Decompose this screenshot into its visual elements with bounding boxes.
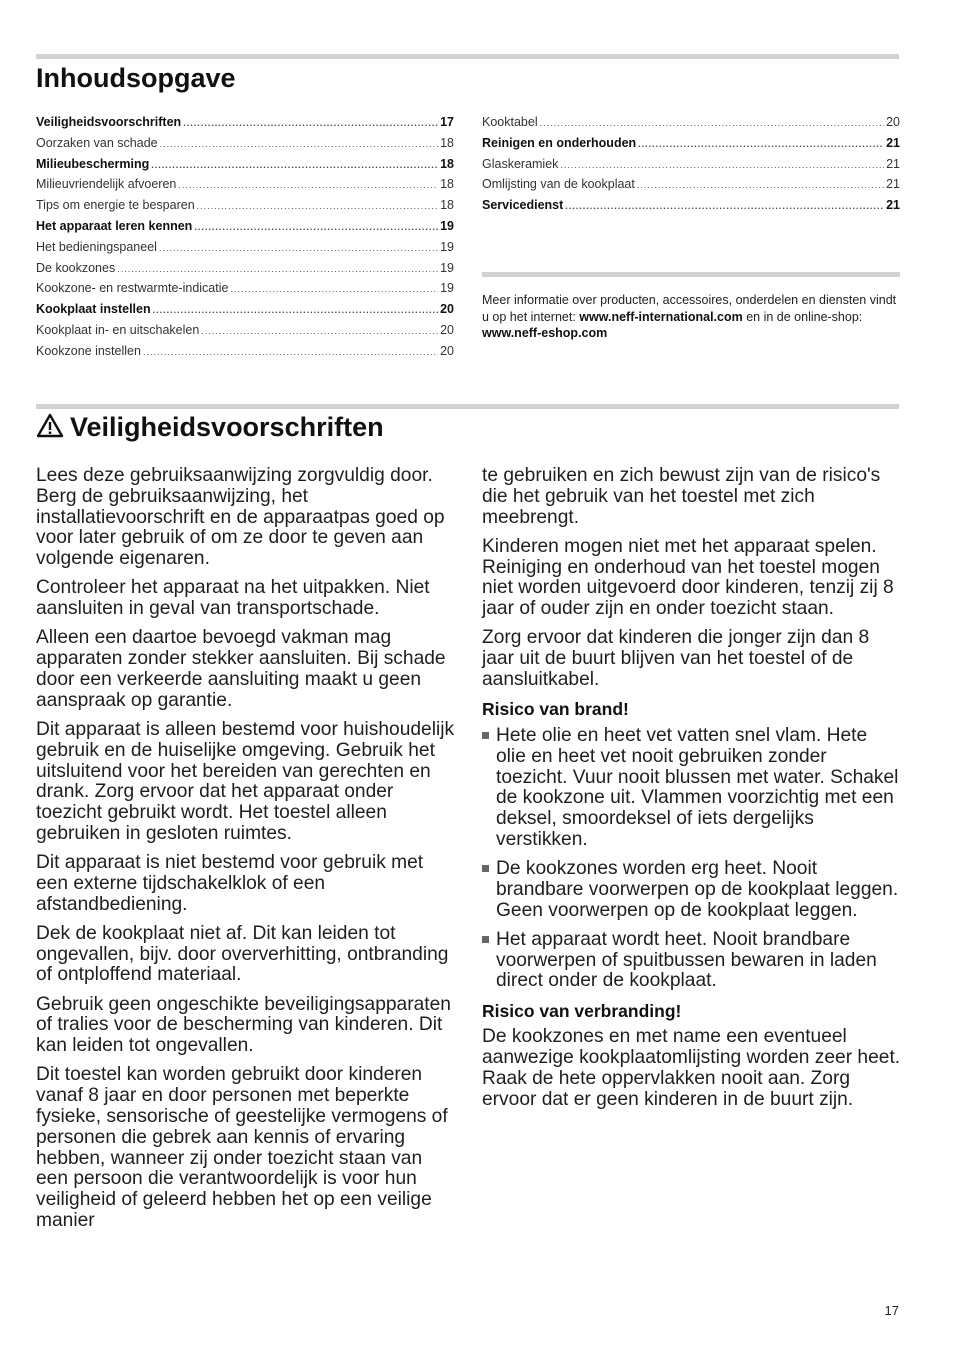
bullet-square-icon bbox=[482, 732, 489, 739]
safety-paragraph: Zorg ervoor dat kinderen die jonger zijn dan 8 jaar uit de buurt blijven van het toestel of de aansluitkabel. bbox=[482, 627, 870, 690]
toc-leader-dots bbox=[117, 264, 438, 274]
toc-leader-dots bbox=[230, 284, 438, 294]
toc-entry-label: Oorzaken van schade bbox=[36, 135, 158, 150]
toc-entry-page: 18 bbox=[440, 156, 454, 171]
toc-entry[interactable] bbox=[36, 198, 454, 219]
toc-leader-dots bbox=[637, 180, 884, 190]
safety-paragraph: Gebruik geen ongeschikte beveiligingsapparaten of tralies voor de bescherming van kinderen. Dit kan leiden tot ongevallen. bbox=[36, 993, 451, 1057]
toc-entry-page: 19 bbox=[440, 239, 454, 254]
toc-entry-label: Milieuvriendelijk afvoeren bbox=[36, 177, 177, 192]
toc-entry-page: 19 bbox=[440, 218, 454, 233]
toc-entry-label: Omlijsting van de kookplaat bbox=[482, 177, 635, 192]
toc-entry[interactable] bbox=[36, 157, 454, 178]
toc-entry-label: Het bedieningspaneel bbox=[36, 239, 157, 254]
toc-entry[interactable] bbox=[36, 323, 454, 344]
website-link[interactable]: www.neff-international.com bbox=[579, 309, 743, 324]
toc-entry-page: 21 bbox=[886, 177, 900, 192]
toc-entry-page: 17 bbox=[440, 115, 454, 129]
toc-leader-dots bbox=[151, 160, 438, 170]
toc-entry-label: Kooktabel bbox=[482, 115, 538, 129]
toc-entry-label: Servicedienst bbox=[482, 198, 564, 213]
bullet-square-icon bbox=[482, 936, 489, 943]
toc-entry[interactable] bbox=[36, 177, 454, 198]
toc-entry-label: Veiligheidsvoorschriften bbox=[36, 115, 182, 129]
toc-leader-dots bbox=[540, 118, 884, 128]
toc-entry-page: 18 bbox=[440, 198, 454, 213]
toc-entry-page: 21 bbox=[886, 198, 900, 213]
toc-entry-label: De kookzones bbox=[36, 260, 116, 275]
toc-entry[interactable] bbox=[36, 219, 454, 240]
toc-entry-label: Het apparaat leren kennen bbox=[36, 218, 193, 233]
fire-bullet-text: Hete olie en heet vet vatten snel vlam. Hete olie en heet vet nooit gebruiken zonder toezicht. Vuur nooit blussen met water. Schakel de kookzone uit. Vlammen voorzichtig met een deksel, smoordeksel of iets dergelijks verstikken. bbox=[496, 724, 899, 850]
toc-entry[interactable] bbox=[36, 302, 454, 323]
safety-title bbox=[36, 412, 384, 443]
toc-entry-page: 20 bbox=[440, 302, 454, 317]
toc-entry[interactable] bbox=[482, 157, 900, 178]
toc-entry[interactable] bbox=[36, 240, 454, 261]
toc-entry-label: Kookplaat in- en uitschakelen bbox=[36, 322, 200, 337]
toc-leader-dots bbox=[143, 347, 438, 357]
safety-paragraph: te gebruiken en zich bewust zijn van de risico's die het gebruik van het toestel met zich meebrengt. bbox=[482, 465, 881, 528]
safety-paragraph: Controleer het apparaat na het uitpakken. Niet aansluiten in geval van transportschade. bbox=[36, 577, 430, 620]
toc-leader-dots bbox=[638, 139, 884, 149]
toc-entry-label: Glaskeramiek bbox=[482, 156, 559, 171]
toc-left-column bbox=[36, 115, 454, 365]
toc-entry-page: 18 bbox=[440, 135, 454, 150]
toc-leader-dots bbox=[565, 201, 884, 211]
info-text-2: en in de online-shop: bbox=[742, 309, 863, 324]
fire-bullet-text: De kookzones worden erg heet. Nooit brandbare voorwerpen op de kookplaat leggen. Geen voorwerpen op de kookplaat leggen. bbox=[496, 858, 899, 921]
eshop-link[interactable]: www.neff-eshop.com bbox=[482, 326, 608, 340]
safety-paragraph: Dek de kookplaat niet af. Dit kan leiden tot ongevallen, bijv. door oververhitting, ontbranding of ontploffend materiaal. bbox=[36, 922, 449, 986]
burn-paragraph: De kookzones en met name een eventueel aanwezige kookplaatomlijsting worden zeer heet. Raak de hete oppervlakken nooit aan. Zorg ervoor dat er geen kinderen in de buurt zijn. bbox=[482, 1026, 901, 1110]
safety-paragraph: Kinderen mogen niet met het apparaat spelen. Reiniging en onderhoud van het toestel mogen niet worden uitgevoerd door kinderen, tenzij zij 8 jaar of ouder zijn en onder toezicht staan. bbox=[482, 535, 894, 620]
toc-entry[interactable] bbox=[482, 177, 900, 198]
toc-leader-dots bbox=[194, 222, 438, 232]
info-rule bbox=[482, 272, 900, 277]
toc-entry[interactable] bbox=[482, 136, 900, 157]
toc-entry-page: 20 bbox=[886, 115, 900, 129]
page-number: 17 bbox=[884, 1303, 899, 1318]
toc-entry-label: Kookplaat instellen bbox=[36, 302, 151, 317]
safety-right-column bbox=[482, 466, 902, 1119]
fire-bullet-item bbox=[482, 859, 902, 921]
fire-bullet-item bbox=[482, 726, 902, 851]
toc-right-column bbox=[482, 115, 900, 219]
toc-leader-dots bbox=[153, 305, 438, 315]
toc-entry-label: Tips om energie te besparen bbox=[36, 198, 195, 213]
toc-entry[interactable] bbox=[36, 136, 454, 157]
toc-entry-page: 21 bbox=[886, 135, 900, 150]
toc-entry-page: 19 bbox=[440, 281, 454, 296]
safety-left-column bbox=[36, 466, 456, 1240]
safety-paragraph: Lees deze gebruiksaanwijzing zorgvuldig door. Berg de gebruiksaanwijzing, het installatievoorschrift en de apparaatpas goed op voor later gebruik of om ze door te geven aan volgende eigenaren. bbox=[36, 465, 445, 570]
safety-rule bbox=[36, 404, 899, 409]
toc-entry[interactable] bbox=[482, 115, 900, 136]
toc-entry-label: Kookzone instellen bbox=[36, 343, 141, 358]
burn-heading: Risico van verbranding! bbox=[482, 1000, 682, 1021]
toc-leader-dots bbox=[178, 180, 438, 190]
toc-entry[interactable] bbox=[36, 281, 454, 302]
safety-paragraph: Dit toestel kan worden gebruikt door kinderen vanaf 8 jaar en door personen met beperkte fysieke, sensorische of geestelijke vermogens of personen die gebrek aan kennis of ervaring hebben, wanneer zij onder toezicht staan van een persoon die verantwoordelijk is voor hun veiligheid of geleerd hebben het op een veilige manier bbox=[36, 1064, 448, 1232]
fire-bullet-item bbox=[482, 930, 902, 992]
toc-entry[interactable] bbox=[482, 198, 900, 219]
top-rule bbox=[36, 54, 899, 59]
safety-title-text: Veiligheidsvoorschriften bbox=[70, 412, 384, 442]
toc-entry-label: Milieubescherming bbox=[36, 156, 150, 171]
toc-leader-dots bbox=[159, 243, 438, 253]
toc-entry-page: 20 bbox=[440, 343, 454, 358]
toc-entry-page: 19 bbox=[440, 260, 454, 275]
toc-leader-dots bbox=[560, 160, 884, 170]
bullet-square-icon bbox=[482, 865, 489, 872]
online-info bbox=[482, 292, 900, 342]
toc-entry-label: Reinigen en onderhouden bbox=[482, 135, 637, 150]
toc-leader-dots bbox=[160, 139, 438, 149]
safety-paragraph: Alleen een daartoe bevoegd vakman mag apparaten zonder stekker aansluiten. Bij schade door een verkeerde aansluiting maakt u geen aanspraak op garantie. bbox=[36, 627, 446, 711]
info-text-1: Meer informatie over producten, accessoires, onderdelen en diensten vindt u op het internet: bbox=[482, 293, 897, 324]
toc-entry-page: 18 bbox=[440, 177, 454, 192]
warning-icon bbox=[36, 413, 64, 438]
toc-leader-dots bbox=[201, 326, 438, 336]
fire-bullet-text: Het apparaat wordt heet. Nooit brandbare voorwerpen of spuitbussen bewaren in laden direct onder de kookplaat. bbox=[496, 928, 877, 992]
safety-paragraph: Dit apparaat is niet bestemd voor gebruik met een externe tijdschakelklok of een afstandbediening. bbox=[36, 852, 424, 915]
toc-title: Inhoudsopgave bbox=[36, 63, 236, 93]
toc-entry-page: 20 bbox=[440, 322, 454, 337]
toc-entry-page: 21 bbox=[886, 156, 900, 171]
toc-entry[interactable] bbox=[36, 115, 454, 136]
toc-entry[interactable] bbox=[36, 344, 454, 365]
toc-leader-dots bbox=[197, 201, 438, 211]
safety-paragraph: Dit apparaat is alleen bestemd voor huishoudelijk gebruik en de huiselijke omgeving. Gebruik het uitsluitend voor het bereiden van gerechten en drank. Zorg ervoor dat het apparaat onder toezicht gebruikt wordt. Het toestel alleen gebruiken in gesloten ruimtes. bbox=[36, 718, 455, 844]
toc-entry[interactable] bbox=[36, 261, 454, 282]
toc-leader-dots bbox=[183, 118, 438, 128]
fire-heading: Risico van brand! bbox=[482, 699, 629, 720]
toc-entry-label: Kookzone- en restwarmte-indicatie bbox=[36, 281, 229, 296]
